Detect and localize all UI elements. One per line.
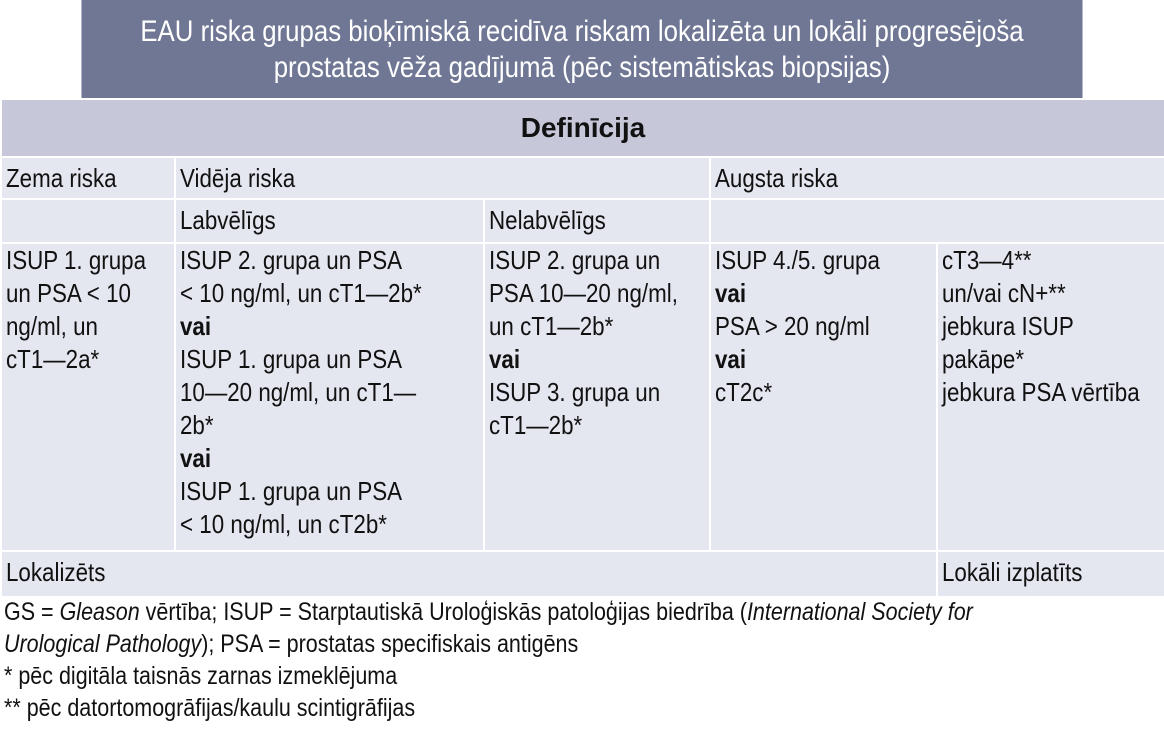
definition-header: Definīcija: [1, 99, 1164, 157]
group-high-risk: Augsta riska: [710, 157, 1164, 199]
footnote-abbreviations-cont: Urological Pathology); PSA = prostatas specifiskais antigēns: [4, 630, 579, 658]
footer-locally-advanced: Lokāli izplatīts: [937, 551, 1164, 597]
table-footnotes: [4, 596, 1160, 724]
group-intermediate-risk: Vidēja riska: [175, 157, 710, 199]
cell-intermediate-favourable: ISUP 2. grupa un PSA < 10 ng/ml, un cT1—2b* vai ISUP 1. grupa un PSA 10—20 ng/ml, un cT1— 2b* vai ISUP 1. grupa un PSA < 10 ng/ml, un cT2b*: [175, 243, 484, 551]
subgroup-empty-low: [1, 199, 175, 243]
footnote-star-2: ** pēc datortomogrāfijas/kaulu scintigrāfijas: [4, 694, 416, 722]
cell-intermediate-unfavourable: ISUP 2. grupa un PSA 10—20 ng/ml, un cT1—2b* vai ISUP 3. grupa un cT1—2b*: [484, 243, 710, 551]
subgroup-empty-high: [710, 199, 1164, 243]
footnote-abbreviations: GS = Gleason vērtība; ISUP = Starptautiskā Uroloģiskās patoloģijas biedrība (International Society for: [4, 598, 973, 626]
cell-high-risk: ISUP 4./5. grupa vai PSA > 20 ng/ml vai cT2c*: [710, 243, 937, 551]
table-title-line-1: EAU riska grupas bioķīmiskā recidīva riskam lokalizēta un lokāli progresējoša: [140, 15, 1024, 48]
footer-localized: Lokalizēts: [1, 551, 937, 597]
subgroup-unfavourable: Nelabvēlīgs: [484, 199, 710, 243]
table-title-line-2: prostatas vēža gadījumā (pēc sistemātiskas biopsijas): [273, 51, 891, 84]
cell-locally-advanced: cT3—4** un/vai cN+** jebkura ISUP pakāpe* jebkura PSA vērtība: [937, 243, 1164, 551]
footnote-star-1: * pēc digitāla taisnās zarnas izmeklējuma: [4, 662, 398, 690]
table-title: [81, 0, 1082, 98]
group-low-risk: Zema riska: [1, 157, 175, 199]
cell-low-risk: ISUP 1. grupa un PSA < 10 ng/ml, un cT1—2a*: [1, 243, 175, 551]
subgroup-favourable: Labvēlīgs: [175, 199, 484, 243]
risk-groups-table: [0, 98, 1164, 598]
